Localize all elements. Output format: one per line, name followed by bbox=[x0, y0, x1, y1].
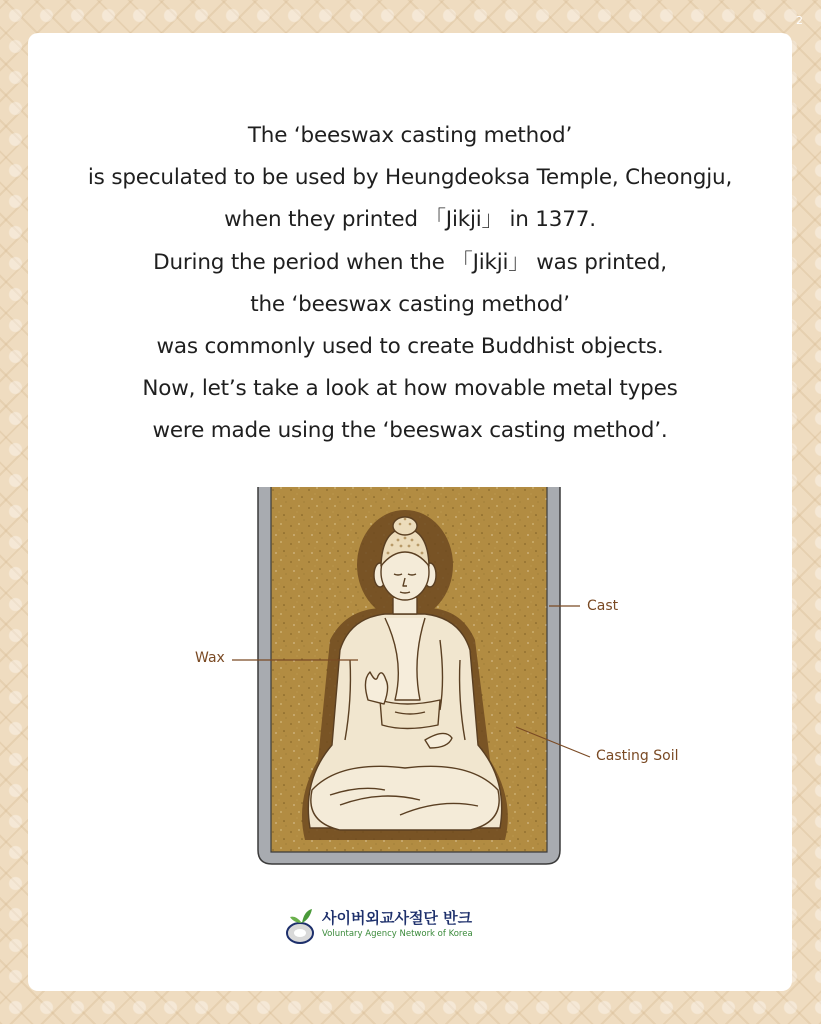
intro-line: Now, let’s take a look at how movable metal types bbox=[142, 376, 678, 402]
cast-label: Cast bbox=[587, 598, 619, 614]
logo-english-text: Voluntary Agency Network of Korea bbox=[322, 929, 473, 939]
logo-korean-text: 사이버외교사절단 반크 bbox=[322, 909, 473, 927]
intro-line: is speculated to be used by Heungdeoksa Temple, Cheongju, bbox=[87, 165, 733, 191]
intro-line: when they printed 「Jikji」 in 1377. bbox=[224, 207, 596, 233]
page-number: 2 bbox=[796, 14, 803, 27]
intro-line: the ‘beeswax casting method’ bbox=[250, 291, 570, 317]
vank-emblem-icon bbox=[284, 905, 320, 945]
intro-line: was commonly used to create Buddhist objects. bbox=[156, 334, 664, 360]
intro-line: were made using the ‘beeswax casting method’. bbox=[152, 418, 668, 444]
intro-line: The ‘beeswax casting method’ bbox=[247, 123, 573, 148]
casting-soil-label: Casting Soil bbox=[596, 748, 679, 764]
wax-label: Wax bbox=[195, 650, 225, 666]
intro-line: During the period when the 「Jikji」 was printed, bbox=[153, 249, 667, 275]
vank-logo bbox=[284, 905, 484, 949]
